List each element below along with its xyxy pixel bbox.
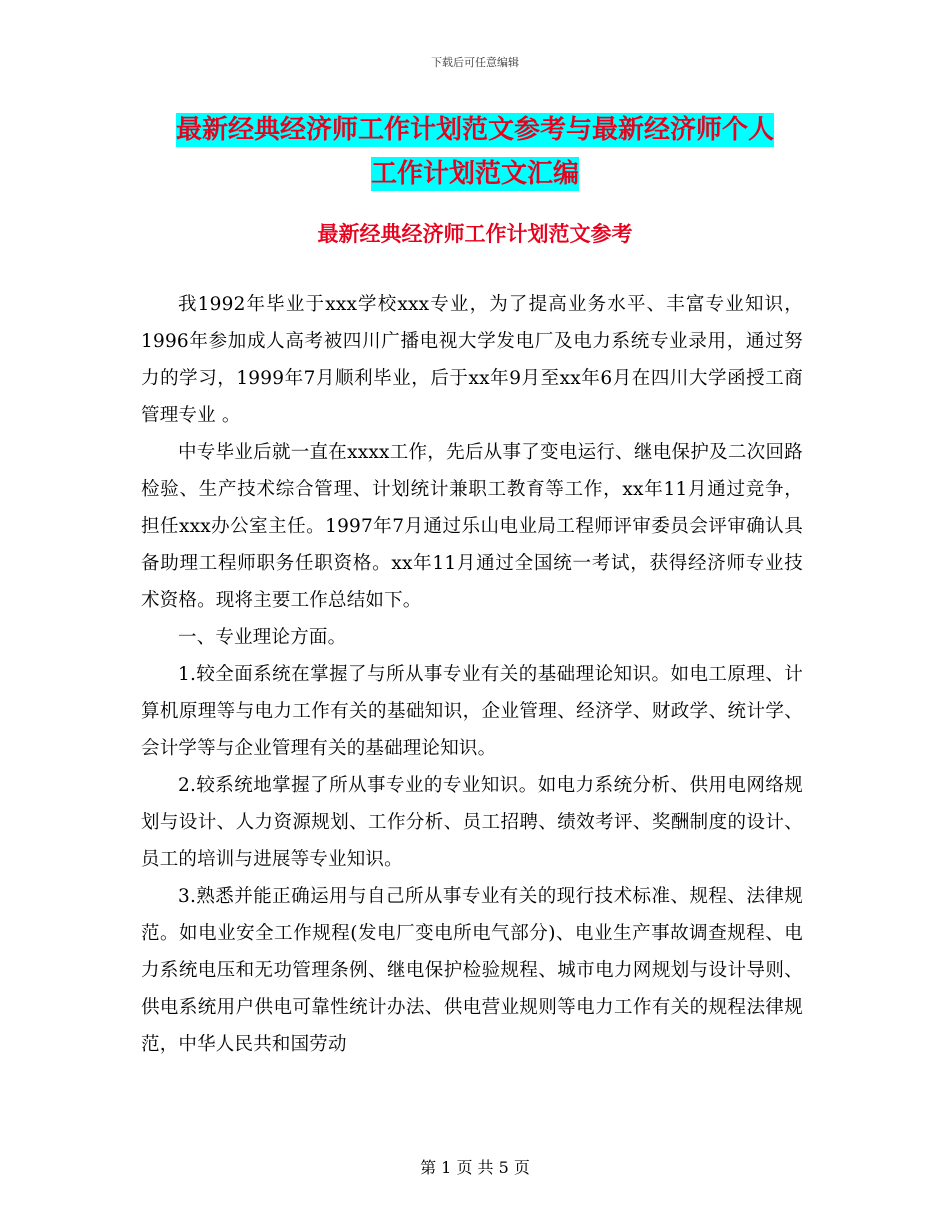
title-line-1: 最新经典经济师工作计划范文参考与最新经济师个人: [175, 115, 774, 145]
document-title: [140, 108, 810, 196]
paragraph: 3.熟悉并能正确运用与自己所从事专业有关的现行技术标准、规程、法律规范。如电业安全工作规程(发电厂变电所电气部分)、电业生产事故调查规程、电力系统电压和无功管理条例、继电保护检验规程、城市电力网规划与设计导则、供电系统用户供电可靠性统计办法、供电营业规则等电力工作有关的规程法律规范，中华人民共和国劳动: [141, 886, 803, 1055]
header-note: 下载后可任意编辑: [431, 56, 519, 69]
paragraph: 中专毕业后就一直在xxxx工作，先后从事了变电运行、继电保护及二次回路检验、生产技术综合管理、计划统计兼职工教育等工作，xx年11月通过竞争，担任xxx办公室主任。1997年7月通过乐山电业局工程师评审委员会评审确认具备助理工程师职务任职资格。xx年11月通过全国统一考试，获得经济师专业技术资格。现将主要工作总结如下。: [141, 442, 803, 611]
document-body: [141, 286, 803, 1063]
paragraph: 2.较系统地掌握了所从事专业的专业知识。如电力系统分析、供用电网络规划与设计、人力资源规划、工作分析、员工招聘、绩效考评、奖酬制度的设计、员工的培训与进展等专业知识。: [141, 775, 803, 870]
paragraph: 一、专业理论方面。: [178, 627, 347, 648]
paragraph: 我1992年毕业于xxx学校xxx专业，为了提高业务水平、丰富专业知识，1996年参加成人高考被四川广播电视大学发电厂及电力系统专业录用，通过努力的学习，1999年7月顺利毕业，后于xx年9月至xx年6月在四川大学函授工商管理专业 。: [141, 294, 803, 426]
page-footer: 第 1 页 共 5 页: [420, 1158, 530, 1177]
paragraph: 1.较全面系统在掌握了与所从事专业有关的基础理论知识。如电工原理、计算机原理等与电力工作有关的基础知识，企业管理、经济学、财政学、统计学、会计学等与企业管理有关的基础理论知识。: [141, 664, 803, 759]
section-title: 最新经典经济师工作计划范文参考: [317, 221, 633, 246]
title-line-2: 工作计划范文汇编: [370, 159, 579, 189]
